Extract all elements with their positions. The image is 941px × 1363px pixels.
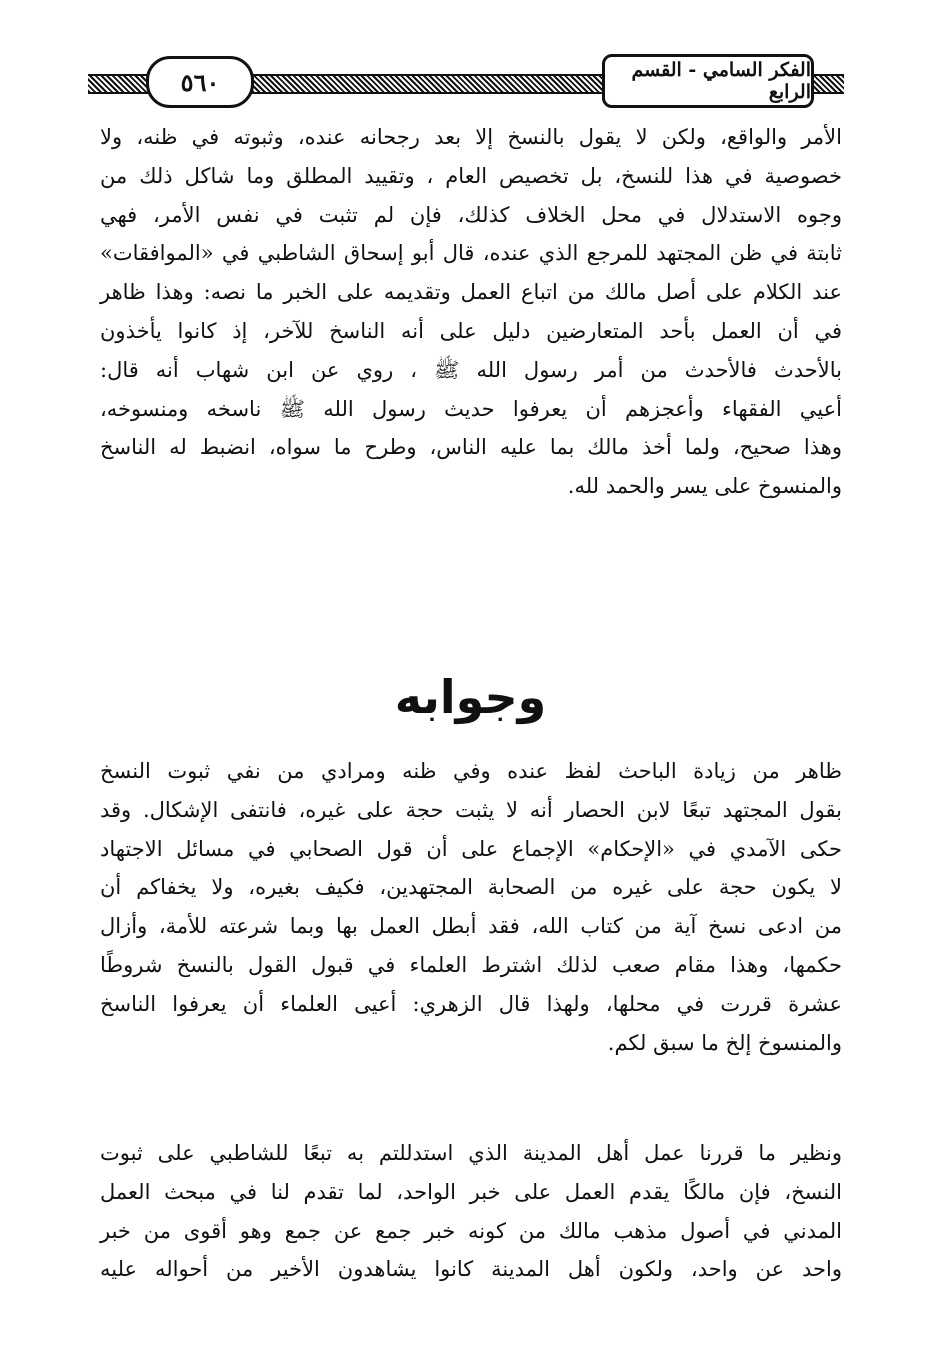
text-line: في أن العمل بأحد المتعارضين دليل على أنه الناسخ للآخر، إذ كانوا يأخذون [100,318,842,343]
paragraph-2 [100,752,842,1062]
text-line: حكمها، وهذا مقام صعب لذلك اشترط العلماء في قبول القول بالنسخ شروطًا [100,952,842,977]
text-line: والمنسوخ إلخ ما سبق لكم. [607,1030,842,1055]
text-line: الأمر والواقع، ولكن لا يقول بالنسخ إلا بعد رجحانه عنده، وثبوته في ظنه، ولا [100,125,842,149]
text-line: خصوصية في هذا للنسخ، بل تخصيص العام ، وتقييد المطلق وما شاكل ذلك من [100,163,842,188]
text-line: النسخ، فإن مالكًا يقدم العمل على خبر الواحد، لما تقدم لنا في مبحث العمل [100,1179,842,1204]
text-line: بالأحدث فالأحدث من أمر رسول الله ﷺ ، روي عن ابن شهاب أنه قال: [100,357,842,382]
text-line: لا يكون حجة على غيره من الصحابة المجتهدين، فكيف بغيره، ولا يخفاكم أن [100,875,842,900]
text-line: والمنسوخ على يسر والحمد لله. [567,474,842,499]
page-number: ٥٦٠ [146,56,254,108]
text-line: حكى الآمدي في «الإحكام» الإجماع على أن قول الصحابي في مسائل الاجتهاد [100,836,842,861]
text-line: وجوه الاستدلال في محل الخلاف كذلك، فإن لم تثبت في نفس الأمر، فهي [100,202,842,227]
text-line: ونظير ما قررنا عمل أهل المدينة الذي استدللتم به تبعًا للشاطبي على ثبوت [100,1141,842,1165]
paragraph-1 [100,118,842,506]
text-line: المدني في أصول مذهب مالك من كونه خبر جمع عن جمع وهو أقوى من خبر [100,1218,842,1243]
paragraph-3 [100,1134,842,1289]
page-header [88,50,844,112]
running-title: الفكر السامي - القسم الرابع [602,54,814,108]
text-line: من ادعى نسخ آية من كتاب الله، فقد أبطل العمل بها وبما شرعته للأمة، وأزال [100,914,842,939]
text-line: عشرة قررت في محلها، ولهذا قال الزهري: أعيى العلماء أن يعرفوا الناسخ [100,991,842,1016]
text-line: عند الكلام على أصل مالك من اتباع العمل وتقديمه على الخبر ما نصه: وهذا ظاهر [100,280,842,305]
text-line: وهذا صحيح، ولما أخذ مالك بما عليه الناس، وطرح ما سواه، انضبط له الناسخ [100,435,842,460]
text-line: ثابتة في ظن المجتهد للمرجع الذي عنده، قال أبو إسحاق الشاطبي في «الموافقات» [100,241,842,266]
text-line: واحد عن واحد، ولكون أهل المدينة كانوا يشاهدون الأخير من أحواله عليه [100,1257,842,1282]
text-line: ظاهر من زيادة الباحث لفظ عنده وفي ظنه ومرادي من نفي ثبوت النسخ [100,759,842,783]
text-line: أعيي الفقهاء وأعجزهم أن يعرفوا حديث رسول الله ﷺ ناسخه ومنسوخه، [100,396,842,421]
text-line: بقول المجتهد تبعًا لابن الحصار أنه لا يثبت حجة على غيره، فانتفى الإشكال. وقد [100,797,842,822]
section-heading: وجوابه [394,670,547,724]
